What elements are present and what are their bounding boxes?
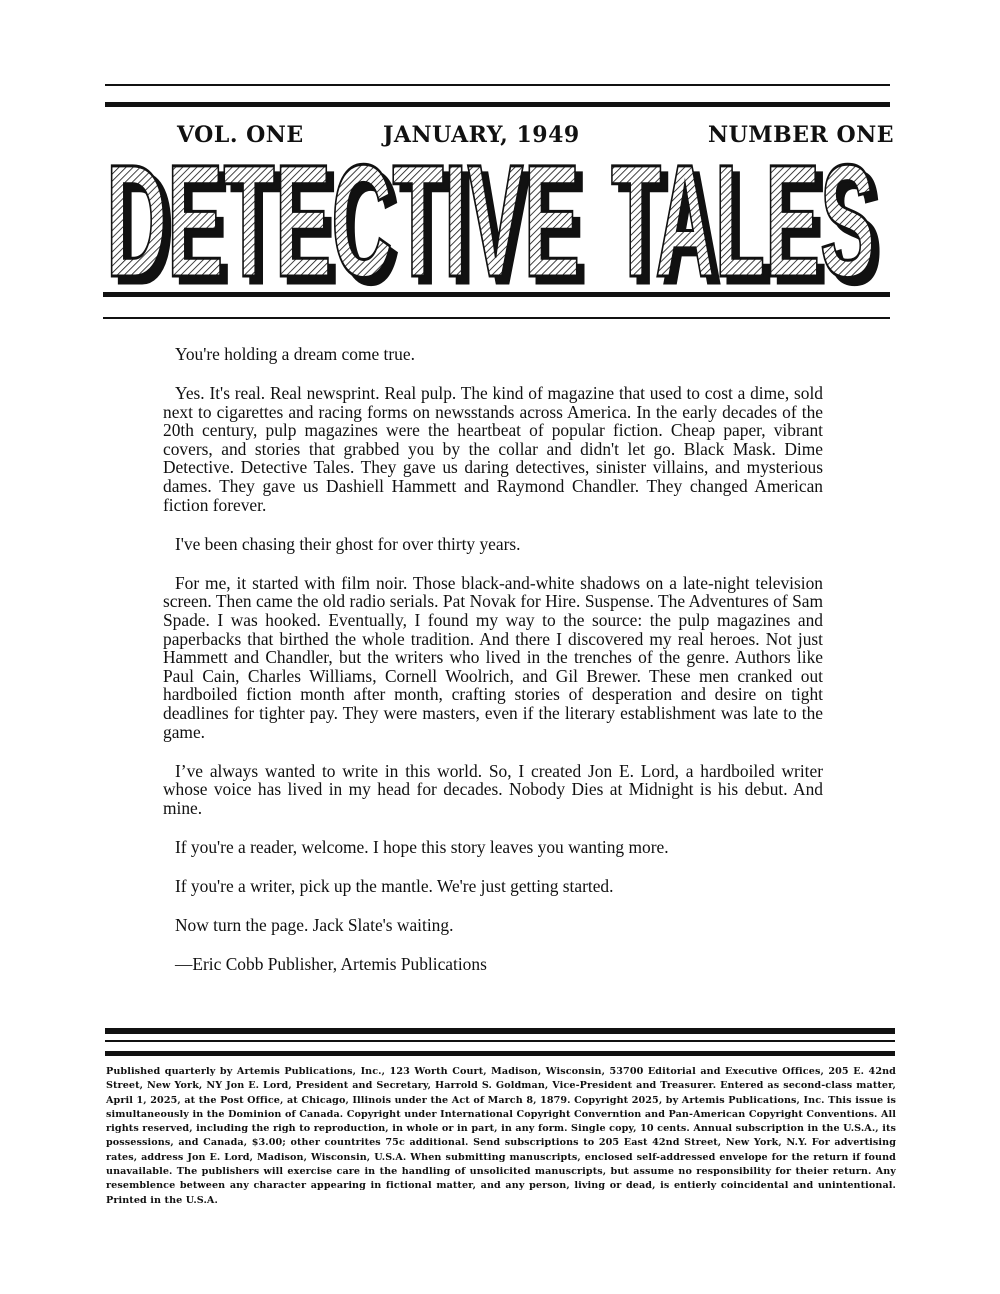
publication-notice: Published quarterly by Artemis Publications, Inc., 123 Worth Court, Madison, Wisconsin, 53700 Editorial and Executive Offices, 205 E. 42nd Street, New York, NY Jon E. Lord, President and Secretary, Harrold S. Goldman, Vice-President and Treasurer. Entered as second-class matter, April 1, 2025, at the Post Office, at Chicago, Illinois under the Act of March 8, 1879. Copyright 2025, by Artemis Publications, Inc. This issue is simultaneously in the Dominion of Canada. Copyright under International Copyright Converntion and Pan-American Copyright Conventions. All rights reserved, including the righ to reproduction, in whole or in part, in any form. Single copy, 10 cents. Annual subscription in the U.S.A., its possessions, and Canada, $3.00; other countrites 75c additional. Send subscriptions to 205 East 42nd Street, New York, N.Y. For advertising rates, address Jon E. Lord, Madison, Wisconsin, U.S.A. When submitting manuscripts, enclosed self-addressed envelope for the return if found unavailable. The publishers will exercise care in the handling of unsolicited manuscripts, but assume no responsibility for theier return. Any resemblence between any character appearing in fictional matter, and any person, living or dead, is entierly coincidental and unintentional. Printed in the U.S.A. bbox=[106, 1066, 896, 1206]
paragraph-jon-e-lord: I’ve always wanted to write in this world. So, I created Jon E. Lord, a hardboiled writer whose voice has lived in my head for decades. Nobody Dies at Midnight is his debut. And mine. bbox=[163, 760, 823, 818]
footer-top-rule-thin bbox=[105, 1040, 895, 1042]
paragraph-film-noir: For me, it started with film noir. Those black-and-white shadows on a late-night television screen. Then came the old radio serials. Pat Novak for Hire. Suspense. The Adventures of Sam Spade. I was hooked. Eventually, I found my way to the source: the pulp magazines and paperbacks that birthed the whole tradition. And there I discovered my real heroes. Not just Hammett and Chandler, but the writers who lived in the trenches of the genre. Authors like Paul Cain, Charles Williams, Cornell Woolrich, and Gil Brewer. These men cranked out hardboiled fiction month after month, crafting stories of desperation and desire on tight deadlines for tighter pay. They were masters, even if the literary establishment was late to the game. bbox=[163, 572, 823, 742]
issue-number: NUMBER ONE bbox=[708, 122, 894, 148]
masthead-top-rule-thick bbox=[105, 102, 890, 107]
masthead-title-second-face: TALES bbox=[611, 131, 875, 290]
masthead-title-first-face: DETECTIVE bbox=[106, 131, 580, 290]
paragraph-turn-page: Now turn the page. Jack Slate's waiting. bbox=[175, 915, 454, 936]
paragraph-opening: You're holding a dream come true. bbox=[175, 344, 415, 364]
editorial-letter bbox=[163, 345, 823, 994]
masthead-title-second-shadow: TALES bbox=[618, 138, 882, 290]
paragraph-chasing-ghost: I've been chasing their ghost for over thirty years. bbox=[175, 533, 521, 554]
footer-top-rule-thick bbox=[105, 1028, 895, 1034]
paragraph-writer: If you're a writer, pick up the mantle. We're just getting started. bbox=[175, 876, 614, 897]
masthead-title-first-shadow: DETECTIVE bbox=[113, 138, 587, 290]
signature-line: —Eric Cobb Publisher, Artemis Publications bbox=[175, 954, 487, 975]
issue-date: JANUARY, 1949 bbox=[383, 122, 580, 148]
masthead-title-first-word bbox=[106, 131, 587, 290]
masthead-title bbox=[104, 118, 894, 290]
masthead-bottom-rule-thin bbox=[103, 317, 890, 319]
paragraph-pulp-history: Yes. It's real. Real newsprint. Real pulp. The kind of magazine that used to cost a dime, sold next to cigarettes and racing forms on newsstands across America. In the early decades of the 20th century, pulp magazines were the heartbeat of popular fiction. Cheap paper, vibrant covers, and stories that grabbed you by the collar and didn't let go. Black Mask. Dime Detective. Detective Tales. They gave us daring detectives, sinister villains, and mysterious dames. They gave us Dashiell Hammett and Raymond Chandler. They changed American fiction forever. bbox=[163, 383, 823, 515]
footer-bottom-rule-thick bbox=[105, 1051, 895, 1056]
volume-label: VOL. ONE bbox=[177, 122, 304, 148]
paragraph-reader: If you're a reader, welcome. I hope this story leaves you wanting more. bbox=[175, 836, 669, 857]
masthead-top-rule-thin bbox=[105, 84, 890, 86]
masthead-bottom-rule-thick bbox=[103, 292, 890, 297]
masthead-title-second-word bbox=[611, 131, 882, 290]
